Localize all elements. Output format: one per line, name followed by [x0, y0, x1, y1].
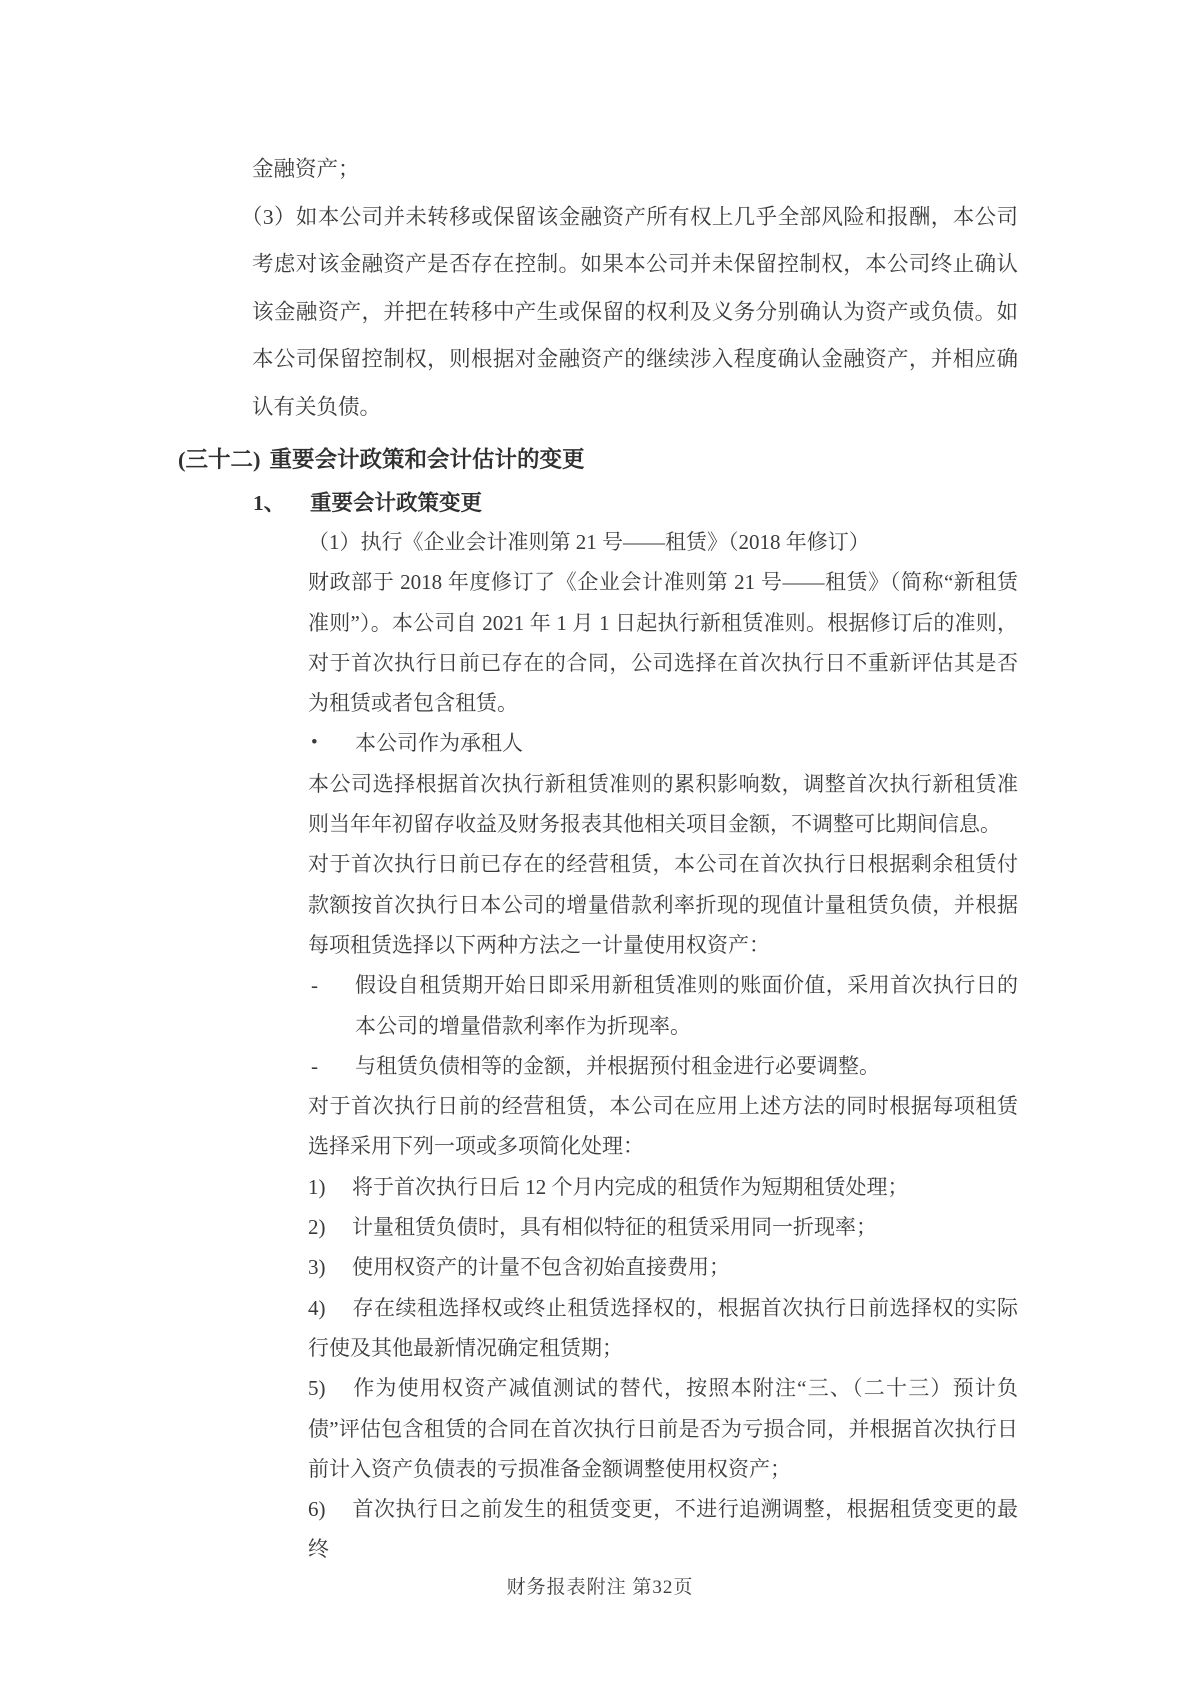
numbered-item-4 [308, 1288, 1018, 1369]
list-item-lessee [308, 723, 1018, 763]
policy-change-content [308, 522, 1018, 1570]
section-heading-title: 重要会计政策和会计估计的变更 [269, 447, 585, 472]
numbered-item-1 [308, 1167, 1018, 1207]
item-number: 5) [308, 1376, 326, 1401]
paragraph-lessee-2: 对于首次执行日前已存在的经营租赁，本公司在首次执行日根据剩余租赁付款额按首次执行日本公司的增量借款利率折现的现值计量租赁负债，并根据每项租赁选择以下两种方法之一计量使用权资产： [308, 852, 1018, 957]
section-heading [178, 442, 585, 474]
item-number: 3) [308, 1255, 326, 1280]
paragraph-simplify: 对于首次执行日前的经营租赁，本公司在应用上述方法的同时根据每项租赁选择采用下列一项或多项简化处理： [308, 1094, 1018, 1159]
list-item-text: 本公司作为承租人 [355, 731, 523, 756]
dash-item-1 [308, 965, 1018, 1046]
list-item-text: 将于首次执行日后 12 个月内完成的租赁作为短期租赁处理； [352, 1174, 909, 1199]
bullet-icon: • [311, 732, 318, 754]
sub-heading-title: 重要会计政策变更 [310, 491, 483, 515]
dash-icon: - [311, 973, 318, 998]
list-item-text: 使用权资产的计量不包含初始直接费用； [352, 1255, 730, 1280]
paragraph-intro: 财政部于 2018 年度修订了《企业会计准则第 21 号——租赁》（简称“新租赁准则”）。本公司自 2021 年 1 月 1 日起执行新租赁准则。根据修订后的准则，对于首次执行日前已存在的合同，公司选择在首次执行日不重新评估其是否为租赁或者包含租赁。 [308, 570, 1018, 716]
numbered-item-6 [308, 1489, 1018, 1570]
page-footer: 财务报表附注 第32页 [506, 1577, 694, 1598]
paragraph-item-3: （3）如本公司并未转移或保留该金融资产所有权上几乎全部风险和报酬，本公司考虑对该金融资产是否存在控制。如果本公司并未保留控制权，本公司终止确认该金融资产，并把在转移中产生或保留的权利及义务分别确认为资产或负债。如本公司保留控制权，则根据对金融资产的继续涉入程度确认金融资产，并相应确认有关负债。 [241, 204, 1018, 419]
numbered-item-5 [308, 1368, 1018, 1489]
dash-item-2 [308, 1046, 1018, 1086]
list-item-text: 作为使用权资产减值测试的替代，按照本附注“三、（二十三）预计负债”评估包含租赁的合同在首次执行日前是否为亏损合同，并根据首次执行日前计入资产负债表的亏损准备金额调整使用权资产； [308, 1376, 1018, 1481]
sub-heading [253, 486, 482, 517]
list-item-text: 与租赁负债相等的金额，并根据预付租金进行必要调整。 [355, 1053, 880, 1078]
list-item-text: 首次执行日之前发生的租赁变更，不进行追溯调整，根据租赁变更的最终 [308, 1497, 1018, 1562]
item-number: 6) [308, 1497, 326, 1522]
dash-icon: - [311, 1053, 318, 1078]
list-item-text: 计量租赁负债时，具有相似特征的租赁采用同一折现率； [352, 1215, 877, 1240]
item-1-title: （1）执行《企业会计准则第 21 号——租赁》（2018 年修订） [308, 530, 870, 554]
paragraph-lessee-1: 本公司选择根据首次执行新租赁准则的累积影响数，调整首次执行新租赁准则当年年初留存收益及财务报表其他相关项目金额，不调整可比期间信息。 [308, 771, 1018, 837]
item-number: 4) [308, 1295, 326, 1320]
item-number: 2) [308, 1215, 326, 1240]
numbered-item-3 [308, 1247, 1018, 1287]
list-item-text: 假设自租赁期开始日即采用新租赁准则的账面价值，采用首次执行日的本公司的增量借款利率作为折现率。 [355, 973, 1018, 1038]
sub-heading-number: 1、 [253, 491, 286, 515]
item-number: 1) [308, 1174, 326, 1199]
section-heading-number: (三十二) [178, 447, 261, 472]
numbered-item-2 [308, 1207, 1018, 1247]
list-item-text: 存在续租选择权或终止租赁选择权的，根据首次执行日前选择权的实际行使及其他最新情况确定租赁期； [308, 1295, 1018, 1360]
paragraph-financial-assets: 金融资产； [252, 157, 360, 181]
continued-paragraph-block [241, 146, 1018, 432]
